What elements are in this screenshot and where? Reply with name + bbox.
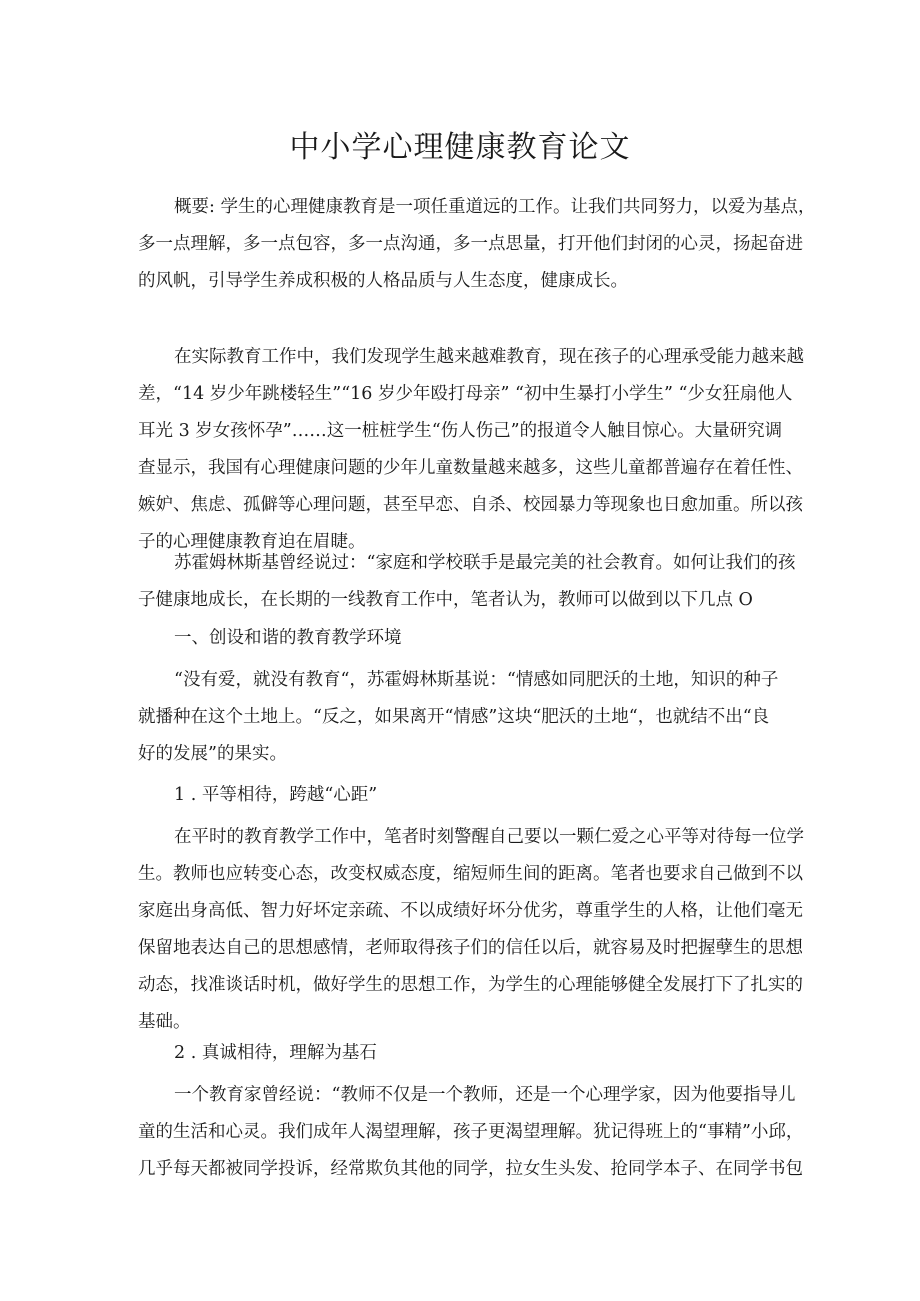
abstract-paragraph [138, 189, 816, 300]
page-title: 中小学心理健康教育论文 [289, 130, 631, 165]
text-line: 好的发展”的果实。 [138, 744, 287, 764]
body-paragraph-4 [138, 819, 804, 1041]
subheading-2 [138, 1035, 798, 1072]
text-line: 苏霍姆林斯基曾经说过：“家庭和学校联手是最完美的社会教育。如何让我们的孩 [174, 553, 796, 573]
body-paragraph-2 [138, 545, 798, 619]
body-paragraph-3 [138, 662, 798, 773]
subheading-text: 1 . 平等相待，跨越“心距” [174, 785, 378, 805]
section-heading-text: 一、创设和谐的教育教学环境 [174, 628, 402, 648]
text-line: 就播种在这个土地上。“反之，如果离开“情感”这块“肥沃的土地“，也就结不出“良 [138, 707, 770, 727]
text-line: 耳光 3 岁女孩怀孕”……这一桩桩学生“伤人伤己”的报道令人触目惊心。大量研究调 [138, 421, 783, 441]
text-line: 子健康地成长，在长期的一线教育工作中，笔者认为，教师可以做到以下几点 O [138, 590, 753, 610]
text-line: 子的心理健康教育迫在眉睫。 [138, 532, 366, 552]
body-paragraph-5 [138, 1077, 804, 1188]
text-line: “没有爱，就没有教育“，苏霍姆林斯基说：“情感如同肥沃的土地，知识的种子 [174, 670, 779, 690]
text-line: 在实际教育工作中，我们发现学生越来越难教育，现在孩子的心理承受能力越来越 [174, 347, 804, 367]
text-line: 在平时的教育教学工作中，笔者时刻警醒自己要以一颗仁爱之心平等对待每一位学 [174, 827, 804, 847]
text-line: 概要: 学生的心理健康教育是一项任重道远的工作。让我们共同努力，以爱为基点， [174, 197, 816, 217]
section-heading [138, 620, 798, 657]
subheading-text: 2 . 真诚相待，理解为基石 [174, 1043, 377, 1063]
text-line: 几乎每天都被同学投诉，经常欺负其他的同学，拉女生头发、抢同学本子、在同学书包 [138, 1159, 803, 1179]
text-line: 多一点理解，多一点包容，多一点沟通，多一点思量，打开他们封闭的心灵，扬起奋进 [138, 234, 803, 254]
text-line: 动态，找准谈话时机，做好学生的思想工作，为学生的心理能够健全发展打下了扎实的 [138, 975, 803, 995]
text-line: 嫉妒、焦虑、孤僻等心理问题，甚至早恋、自杀、校园暴力等现象也日愈加重。所以孩 [138, 495, 803, 515]
text-line: 的风帆，引导学生养成积极的人格品质与人生态度，健康成长。 [138, 271, 628, 291]
text-line: 基础。 [138, 1012, 191, 1032]
text-line: 查显示，我国有心理健康问题的少年儿童数量越来越多，这些儿童都普遍存在着任性、 [138, 458, 803, 478]
text-line: 差，“14 岁少年跳楼轻生”“16 岁少年殴打母亲” “初中生暴打小学生” “少女狂扇他人 [138, 384, 793, 404]
text-line: 家庭出身高低、智力好坏定亲疏、不以成绩好坏分优劣，尊重学生的人格，让他们毫无 [138, 901, 803, 921]
text-line: 一个教育家曾经说：“教师不仅是一个教师，还是一个心理学家，因为他要指导儿 [174, 1085, 796, 1105]
body-paragraph-1 [138, 339, 804, 561]
subheading-1 [138, 777, 798, 814]
text-line: 童的生活和心灵。我们成年人渴望理解，孩子更渴望理解。犹记得班上的“事精”小邱， [138, 1122, 804, 1142]
text-line: 保留地表达自己的思想感情，老师取得孩子们的信任以后，就容易及时把握孽生的思想 [138, 938, 803, 958]
text-line: 生。教师也应转变心态，改变权威态度，缩短师生间的距离。笔者也要求自己做到不以 [138, 864, 803, 884]
